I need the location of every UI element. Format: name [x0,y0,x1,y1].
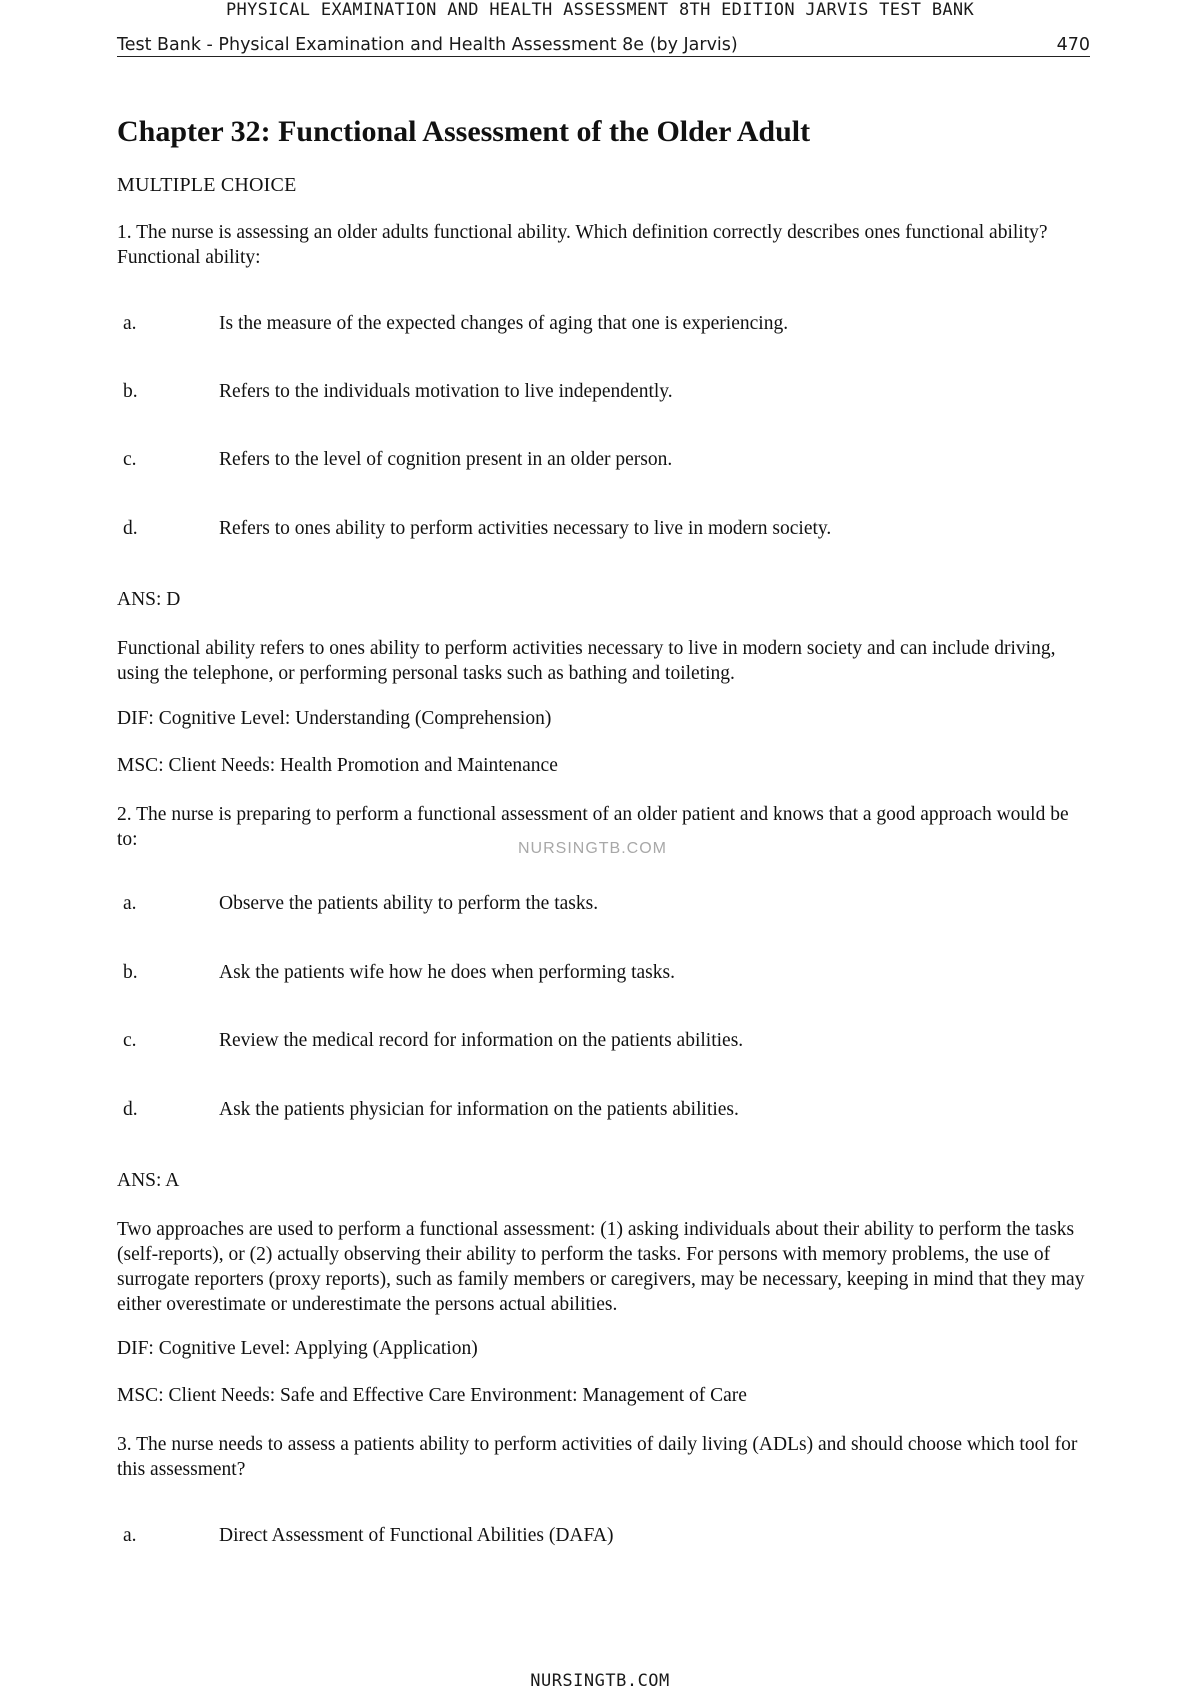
question-1-option-text: Refers to ones ability to perform activities necessary to live in modern society. [219,518,832,539]
page-number: 470 [1056,35,1090,55]
question-2-option-text: Ask the patients physician for information on the patients abilities. [219,1099,739,1120]
question-2-option-text: Review the medical record for information on the patients abilities. [219,1030,744,1051]
question-2-option-text: Ask the patients wife how he does when performing tasks. [219,962,675,983]
question-1-option-letter: b. [123,381,138,402]
question-1-answer: ANS: D [117,589,181,610]
question-2-client-needs: MSC: Client Needs: Safe and Effective Care Environment: Management of Care [117,1385,747,1406]
chapter-title: Chapter 32: Functional Assessment of the Older Adult [117,115,811,148]
question-1-client-needs: MSC: Client Needs: Health Promotion and Maintenance [117,755,558,776]
question-2-option-letter: a. [123,893,137,914]
question-2-difficulty: DIF: Cognitive Level: Applying (Application) [117,1338,478,1359]
question-1-option-text: Is the measure of the expected changes of aging that one is experiencing. [219,313,789,334]
page-banner: PHYSICAL EXAMINATION AND HEALTH ASSESSMENT 8TH EDITION JARVIS TEST BANK [226,0,974,20]
question-1-option-text: Refers to the level of cognition present in an older person. [219,449,673,470]
question-2-option-letter: b. [123,962,138,983]
question-1-stem: 1. The nurse is assessing an older adults functional ability. Which definition correctly describes ones functional ability? Functional ability: [117,222,1048,268]
question-1-difficulty: DIF: Cognitive Level: Understanding (Comprehension) [117,708,552,729]
running-header: Test Bank - Physical Examination and Health Assessment 8e (by Jarvis) [117,35,738,55]
section-label: MULTIPLE CHOICE [117,174,297,196]
question-1-option-text: Refers to the individuals motivation to live independently. [219,381,673,402]
question-3-stem: 3. The nurse needs to assess a patients ability to perform activities of daily living (ADLs) and should choose which tool for this assessment? [117,1434,1078,1480]
question-3-option-letter: a. [123,1525,137,1546]
question-1-option-letter: c. [123,449,137,470]
question-3-option-text: Direct Assessment of Functional Abilities (DAFA) [219,1525,614,1546]
footer-watermark: NURSINGTB.COM [530,1671,670,1691]
question-1-option-letter: a. [123,313,137,334]
question-2-option-letter: c. [123,1030,137,1051]
question-1-option-letter: d. [123,518,138,539]
question-2-stem: 2. The nurse is preparing to perform a functional assessment of an older patient and knows that a good approach would be to: [117,804,1069,850]
question-2-answer: ANS: A [117,1170,180,1191]
watermark-text: NURSINGTB.COM [518,840,667,857]
question-2-option-text: Observe the patients ability to perform the tasks. [219,893,599,914]
question-2-rationale: Two approaches are used to perform a functional assessment: (1) asking individuals about their ability to perform the tasks (self-reports), or (2) actually observing their ability to perform the tasks. For persons with memory problems, the use of surrogate reporters (proxy reports), such as family members or caregivers, may be necessary, keeping in mind that they may either overestimate or underestimate the persons actual abilities. [117,1219,1085,1315]
header-rule [117,56,1090,57]
question-1-rationale: Functional ability refers to ones ability to perform activities necessary to live in modern society and can include driving, using the telephone, or performing personal tasks such as bathing and toileting. [117,638,1056,684]
question-2-option-letter: d. [123,1099,138,1120]
